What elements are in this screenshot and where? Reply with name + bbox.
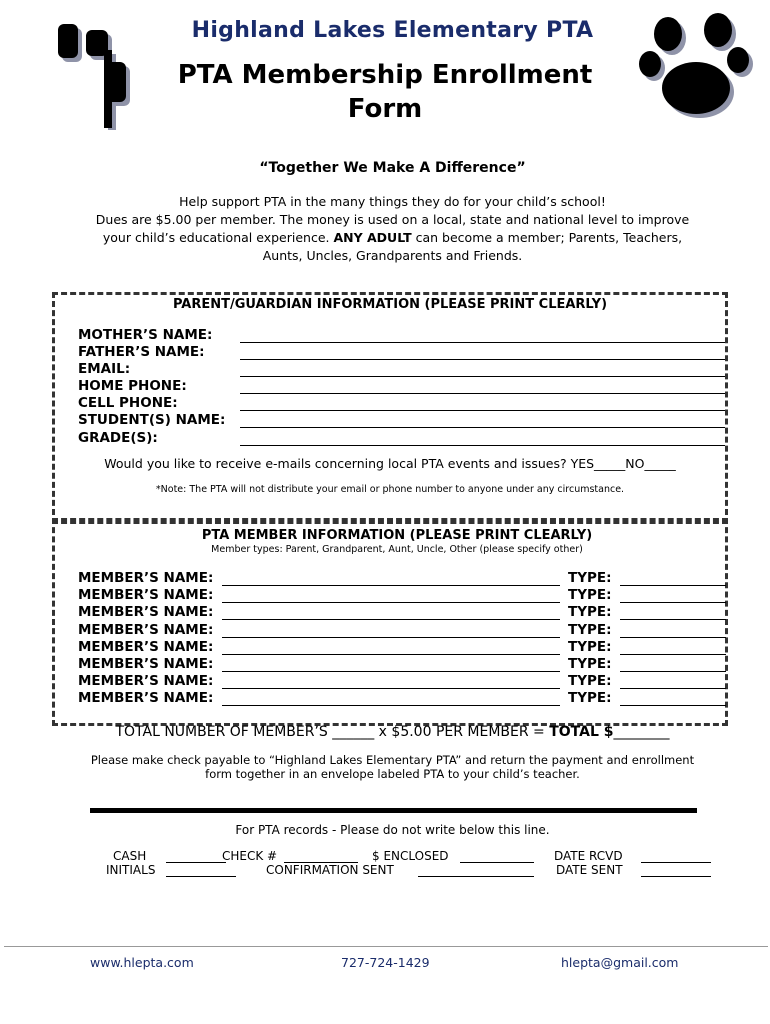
member-types-subtitle: Member types: Parent, Grandparent, Aunt, Uncle, Other (please specify other) [211, 544, 583, 555]
parent-section-title: PARENT/GUARDIAN INFORMATION (PLEASE PRINT CLEARLY) [172, 297, 608, 312]
title-line-1: PTA Membership Enrollment [177, 60, 593, 90]
member-name-field[interactable] [222, 705, 560, 706]
check-label: CHECK # [222, 849, 278, 863]
mothers-name-label: MOTHER’S NAME: [78, 327, 213, 343]
records-heading: For PTA records - Please do not write below this line. [235, 823, 550, 837]
mothers-name-field[interactable] [240, 342, 725, 343]
cash-field[interactable] [166, 862, 226, 863]
initials-field[interactable] [166, 876, 236, 877]
member-type-label: TYPE: [568, 690, 612, 707]
grades-field[interactable] [240, 445, 725, 446]
home-phone-label: HOME PHONE: [78, 378, 187, 394]
cash-label: CASH [113, 849, 147, 863]
fathers-name-field[interactable] [240, 359, 725, 360]
email-question: Would you like to receive e-mails concerning local PTA events and issues? YES_____NO_____ [104, 456, 676, 471]
member-type-label: TYPE: [568, 638, 612, 655]
member-type-field[interactable] [620, 688, 726, 689]
footer-email[interactable]: hlepta@gmail.com [561, 955, 679, 970]
title-line-2: Form [347, 94, 423, 124]
member-type-field[interactable] [620, 619, 726, 620]
privacy-note: *Note: The PTA will not distribute your email or phone number to anyone under any circumstance. [155, 484, 625, 495]
member-type-field[interactable] [620, 637, 726, 638]
grades-label: GRADE(S): [78, 430, 158, 446]
total-line: TOTAL NUMBER OF MEMBER’S ______ x $5.00 PER MEMBER = TOTAL $________ [115, 724, 670, 740]
member-type-field[interactable] [620, 585, 726, 586]
enclosed-label: $ ENCLOSED [372, 849, 449, 863]
confirmation-sent-field[interactable] [418, 876, 534, 877]
member-type-label: TYPE: [568, 587, 612, 604]
member-name-label: MEMBER’S NAME: [78, 587, 214, 604]
member-name-field[interactable] [222, 671, 560, 672]
member-name-label: MEMBER’S NAME: [78, 690, 214, 707]
member-name-field[interactable] [222, 602, 560, 603]
date-sent-label: DATE SENT [556, 863, 623, 877]
member-name-label: MEMBER’S NAME: [78, 638, 214, 655]
date-sent-field[interactable] [641, 876, 711, 877]
member-name-label: MEMBER’S NAME: [78, 570, 214, 586]
member-type-label: TYPE: [568, 604, 612, 621]
enclosed-field[interactable] [460, 862, 534, 863]
member-type-label: TYPE: [568, 621, 612, 638]
page-title [130, 58, 640, 126]
intro-line-1: Help support PTA in the many things they do for your child’s school! [179, 194, 606, 209]
email-label: EMAIL: [78, 361, 131, 377]
member-type-label: TYPE: [568, 673, 612, 690]
email-field[interactable] [240, 376, 725, 377]
total-dollar-label: TOTAL $ [549, 724, 614, 740]
payment-instructions: Please make check payable to “Highland Lakes Elementary PTA” and return the payment and enrollment form together in an envelope labeled PTA to your child’s teacher. [90, 753, 695, 781]
divider-bar [90, 808, 697, 813]
date-received-field[interactable] [641, 862, 711, 863]
initials-label: INITIALS [106, 863, 156, 877]
member-name-field[interactable] [222, 654, 560, 655]
intro-line-2: Dues are $5.00 per member. The money is used on a local, state and national level to improve [95, 212, 690, 227]
member-name-field[interactable] [222, 585, 560, 586]
intro-line-4: Aunts, Uncles, Grandparents and Friends. [262, 248, 523, 263]
home-phone-field[interactable] [240, 393, 725, 394]
member-section-title: PTA MEMBER INFORMATION (PLEASE PRINT CLEARLY) [201, 528, 593, 543]
cell-phone-label: CELL PHONE: [78, 395, 178, 411]
motto: “Together We Make A Difference” [259, 160, 526, 176]
students-name-field[interactable] [240, 427, 725, 428]
member-type-field[interactable] [620, 602, 726, 603]
organization-name: Highland Lakes Elementary PTA [191, 18, 594, 43]
member-type-label: TYPE: [568, 656, 612, 672]
intro-line-3: your child’s educational experience. ANY ADULT can become a member; Parents, Teachers, [102, 230, 683, 245]
member-type-field[interactable] [620, 654, 726, 655]
member-type-field[interactable] [620, 671, 726, 672]
any-adult-emphasis: ANY ADULT [333, 230, 412, 245]
member-name-field[interactable] [222, 619, 560, 620]
confirmation-sent-label: CONFIRMATION SENT [266, 863, 394, 877]
member-name-field[interactable] [222, 637, 560, 638]
member-type-label: TYPE: [568, 570, 612, 586]
member-name-label: MEMBER’S NAME: [78, 604, 214, 621]
member-name-field[interactable] [222, 688, 560, 689]
member-type-field[interactable] [620, 705, 726, 706]
students-name-label: STUDENT(S) NAME: [78, 412, 226, 428]
footer-website[interactable]: www.hlepta.com [90, 955, 194, 970]
member-name-label: MEMBER’S NAME: [78, 656, 214, 672]
footer-phone: 727-724-1429 [341, 955, 430, 970]
member-name-label: MEMBER’S NAME: [78, 673, 214, 690]
cell-phone-field[interactable] [240, 410, 725, 411]
date-received-label: DATE RCVD [554, 849, 623, 863]
intro-text [80, 193, 705, 265]
fathers-name-label: FATHER’S NAME: [78, 344, 205, 360]
footer-divider [4, 946, 768, 947]
member-name-label: MEMBER’S NAME: [78, 621, 214, 638]
